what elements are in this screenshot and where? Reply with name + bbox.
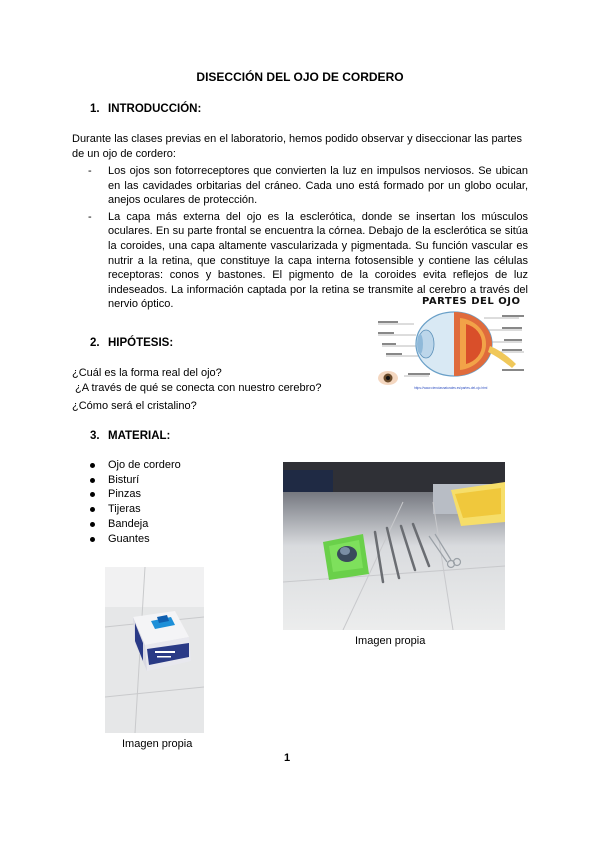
intro-list-item: - Los ojos son fotorreceptores que convierten la luz en impulsos nerviosos. Se ubican en las cavidades orbitarias del cráneo. Cada uno está formado por un globo ocular, anejos oculares de protección.	[88, 164, 528, 208]
material-item: Guantes	[90, 532, 181, 547]
hypothesis-question: ¿Cuál es la forma real del ojo?	[72, 367, 222, 379]
eye-illustration	[374, 306, 534, 396]
hypothesis-question: ¿A través de qué se conecta con nuestro cerebro?	[72, 382, 322, 394]
material-heading	[90, 430, 170, 442]
hypothesis-question: ¿Cómo será el cristalino?	[72, 400, 197, 412]
tools-photo	[283, 462, 505, 630]
intro-heading-text: INTRODUCCIÓN:	[108, 103, 202, 115]
diagram-source-link[interactable]: https://www.cienciasnaturales.es/partes-del-ojo.html	[414, 386, 488, 390]
hypothesis-heading	[90, 337, 173, 349]
hypothesis-number: 2.	[90, 337, 100, 349]
page-number: 1	[284, 752, 291, 764]
material-item: Ojo de cordero	[90, 458, 181, 473]
diagram-title: PARTES DEL OJO	[422, 296, 521, 307]
intro-number: 1.	[90, 103, 100, 115]
material-item: Tijeras	[90, 502, 181, 517]
material-item: Pinzas	[90, 487, 181, 502]
material-item: Bisturí	[90, 473, 181, 488]
material-item: Bandeja	[90, 517, 181, 532]
document-title: DISECCIÓN DEL OJO DE CORDERO	[196, 70, 404, 84]
material-heading-text: MATERIAL:	[108, 430, 171, 442]
tools-photo-caption: Imagen propia	[355, 635, 426, 647]
material-number: 3.	[90, 430, 100, 442]
intro-paragraph: Durante las clases previas en el laboratorio, hemos podido observar y diseccionar las partes de un ojo de cordero:	[72, 133, 523, 160]
gloves-photo	[105, 567, 204, 733]
intro-list-item-text: - La capa más externa del ojo es la esclerótica, donde se insertan los músculos oculares. En su parte frontal se encuentra la córnea. Debajo de la esclerótica se sitúa la coroides, una capa altamente vascularizada y pigmentada. Su función vascular es nutrir a la retina, que constituye la capa interna fotosensible y contiene las células receptoras: conos y bastones. El pigmento de la coroides evita reflejos de luz indeseados. La información captada por la retina se transmite al cerebro a través del nervio óptico.	[108, 210, 528, 311]
intro-list	[88, 164, 528, 314]
intro-heading	[90, 103, 201, 115]
eye-diagram	[374, 296, 534, 396]
gloves-photo-caption: Imagen propia	[122, 738, 193, 750]
material-list	[90, 458, 181, 546]
hypothesis-heading-text: HIPÓTESIS:	[108, 337, 174, 349]
